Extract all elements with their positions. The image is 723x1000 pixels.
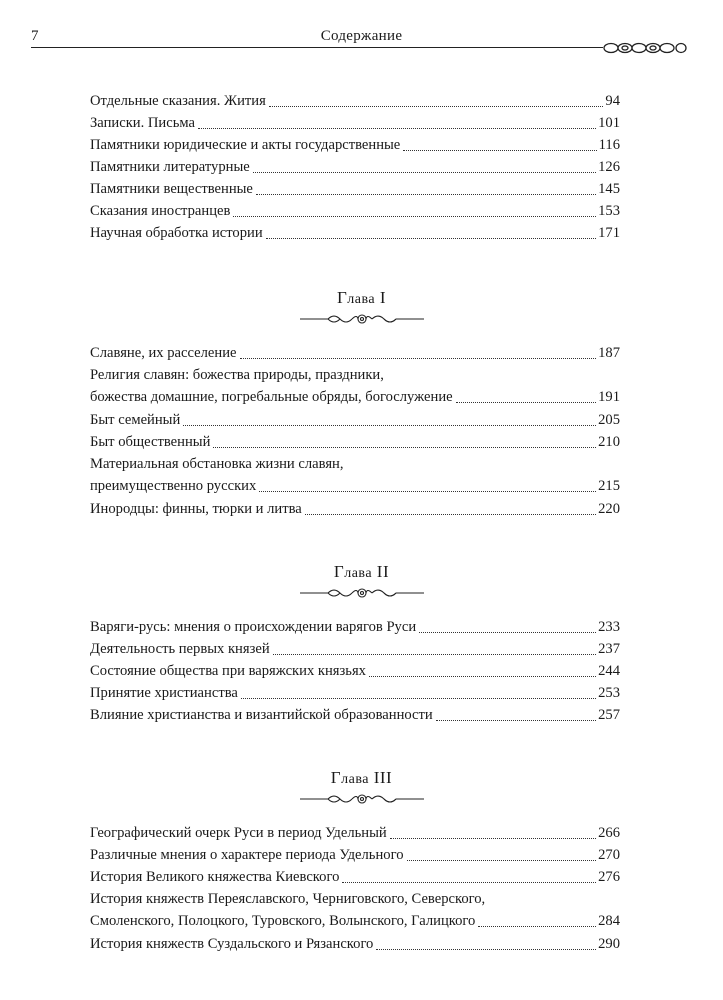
running-title: Содержание xyxy=(320,28,403,44)
toc-entry-page: 266 xyxy=(598,825,620,841)
toc-entry-title: Различные мнения о характере периода Удельного xyxy=(90,847,404,863)
toc-entry-title: преимущественно русских xyxy=(90,478,257,494)
toc-entry-title: Славяне, их расселение xyxy=(90,345,237,361)
toc-entry[interactable] xyxy=(90,156,620,178)
toc-entry-title: Памятники литературные xyxy=(90,159,250,175)
toc-entry-title: Влияние христианства и византийской образованности xyxy=(90,707,433,723)
toc-entry[interactable] xyxy=(90,866,620,888)
chapter-ornament-icon xyxy=(298,586,426,600)
toc-entry-title: История княжеств Суздальского и Рязанского xyxy=(90,936,374,952)
chapter-title-cap: Г xyxy=(333,562,345,581)
chapter-heading-2 xyxy=(0,562,723,600)
chapter-1-toc xyxy=(90,342,620,520)
toc-entry[interactable] xyxy=(90,844,620,866)
chapter-title-rest: лава xyxy=(341,772,369,787)
toc-entry-page: 276 xyxy=(598,869,620,885)
toc-entry[interactable] xyxy=(90,498,620,520)
toc-entry-page: 171 xyxy=(598,225,620,241)
chapter-title-cap: Г xyxy=(336,288,348,307)
chapter-ornament-icon xyxy=(298,792,426,806)
toc-entry-page: 244 xyxy=(598,663,620,679)
chapter-numeral: II xyxy=(376,562,390,581)
toc-entry-page: 187 xyxy=(598,345,620,361)
toc-entry-title: Состояние общества при варяжских князьях xyxy=(90,663,366,679)
toc-entry-page: 257 xyxy=(598,707,620,723)
toc-entry-title: Быт семейный xyxy=(90,412,181,428)
toc-entry-title: Принятие христианства xyxy=(90,685,238,701)
chapter-2-toc xyxy=(90,616,620,726)
chapter-title-rest: лава xyxy=(344,566,373,581)
toc-entry[interactable] xyxy=(90,888,620,932)
toc-entry-page: 290 xyxy=(598,936,620,952)
header-rule xyxy=(31,47,603,48)
toc-entry[interactable] xyxy=(90,134,620,156)
toc-entry-page: 210 xyxy=(598,434,620,450)
toc-entry-title: Научная обработка истории xyxy=(90,225,263,241)
toc-entry-page: 220 xyxy=(598,501,620,517)
chapter-title-rest: лава xyxy=(347,292,376,307)
toc-entry[interactable] xyxy=(90,660,620,682)
toc-entry-title-line: История княжеств Переяславского, Черниговского, Северского, xyxy=(90,891,486,907)
toc-entry[interactable] xyxy=(90,453,620,497)
toc-entry[interactable] xyxy=(90,682,620,704)
toc-entry-title: История Великого княжества Киевского xyxy=(90,869,340,885)
toc-entry[interactable] xyxy=(90,638,620,660)
toc-entry-title: Сказания иностранцев xyxy=(90,203,231,219)
toc-entry[interactable] xyxy=(90,431,620,453)
toc-entry-title: Варяги-русь: мнения о происхождении варягов Руси xyxy=(90,619,417,635)
toc-entry-page: 191 xyxy=(598,389,620,405)
toc-entry-page: 270 xyxy=(598,847,620,863)
header-ornament-icon xyxy=(601,40,687,56)
toc-entry[interactable] xyxy=(90,409,620,431)
chapter-heading-1 xyxy=(0,288,723,326)
toc-entry-page: 101 xyxy=(598,115,620,131)
toc-entry[interactable] xyxy=(90,822,620,844)
toc-entry-title: Отдельные сказания. Жития xyxy=(90,93,266,109)
toc-entry[interactable] xyxy=(90,90,620,112)
chapter-title xyxy=(0,562,723,582)
toc-entry-page: 145 xyxy=(598,181,620,197)
chapter-ornament-icon xyxy=(298,312,426,326)
toc-entry[interactable] xyxy=(90,112,620,134)
toc-entry-page: 284 xyxy=(598,913,620,929)
toc-entry-title: Смоленского, Полоцкого, Туровского, Волынского, Галицкого xyxy=(90,913,476,929)
chapter-title xyxy=(0,288,723,308)
toc-entry-page: 205 xyxy=(598,412,620,428)
toc-entry-title: Памятники вещественные xyxy=(90,181,253,197)
toc-entry-page: 116 xyxy=(598,137,620,153)
chapter-numeral: III xyxy=(373,768,393,787)
toc-entry-page: 253 xyxy=(598,685,620,701)
page-number: 7 xyxy=(31,28,39,44)
toc-entry-title: Инородцы: финны, тюрки и литва xyxy=(90,501,302,517)
intro-toc xyxy=(90,90,620,244)
toc-entry-title: Памятники юридические и акты государственные xyxy=(90,137,401,153)
toc-entry-title-line: Материальная обстановка жизни славян, xyxy=(90,456,344,472)
chapter-numeral: I xyxy=(379,288,387,307)
toc-entry-page: 126 xyxy=(598,159,620,175)
toc-entry[interactable] xyxy=(90,933,620,955)
chapter-title xyxy=(0,768,723,788)
toc-entry-title: божества домашние, погребальные обряды, богослужение xyxy=(90,389,453,405)
toc-entry[interactable] xyxy=(90,616,620,638)
toc-entry-page: 94 xyxy=(605,93,620,109)
toc-entry-page: 237 xyxy=(598,641,620,657)
toc-entry-title: Деятельность первых князей xyxy=(90,641,270,657)
toc-entry[interactable] xyxy=(90,178,620,200)
toc-entry[interactable] xyxy=(90,342,620,364)
chapter-title-cap: Г xyxy=(330,768,342,787)
toc-entry-page: 153 xyxy=(598,203,620,219)
chapter-heading-3 xyxy=(0,768,723,806)
toc-entry-page: 215 xyxy=(598,478,620,494)
toc-entry-title: Записки. Письма xyxy=(90,115,195,131)
chapter-3-toc xyxy=(90,822,620,955)
toc-entry-title: Географический очерк Руси в период Удельный xyxy=(90,825,387,841)
toc-entry-page: 233 xyxy=(598,619,620,635)
toc-entry[interactable] xyxy=(90,200,620,222)
toc-entry[interactable] xyxy=(90,222,620,244)
toc-entry[interactable] xyxy=(90,704,620,726)
toc-entry-title-line: Религия славян: божества природы, праздники, xyxy=(90,367,384,383)
toc-entry-title: Быт общественный xyxy=(90,434,211,450)
toc-entry[interactable] xyxy=(90,364,620,408)
